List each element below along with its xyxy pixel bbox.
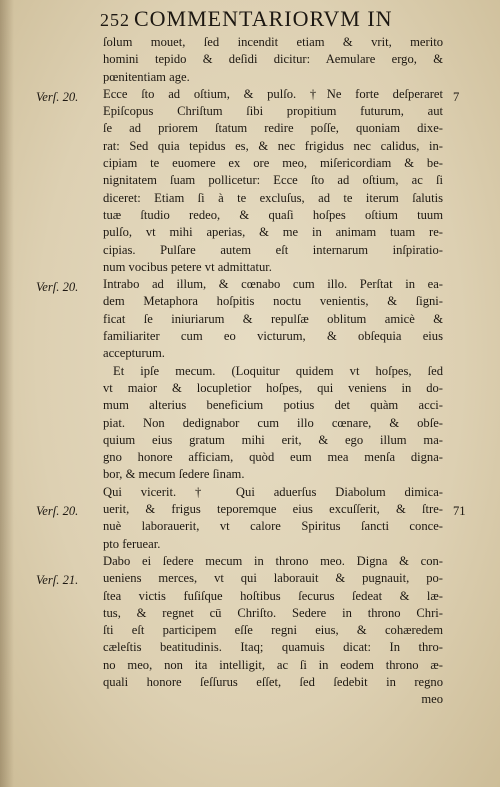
text-line: quium eius gratum mihi erit, & ego illum ma-	[103, 432, 443, 447]
page-number: 252	[100, 10, 130, 30]
text-line: cæleſtis beatitudinis. Itaq; quamuis dicat: In thro-	[103, 640, 443, 655]
verse-label: Verſ. 20.	[36, 504, 79, 518]
text-line: rat: Sed quia tepidus es, & nec frigidus nec calidus, in-	[103, 138, 443, 153]
text-line: nignitatem ſuam pollicetur: Ecce ſto ad oſtium, ac ſi	[103, 173, 443, 188]
verse-label: Verſ. 20.	[36, 280, 79, 294]
text-line: accepturum.	[103, 346, 165, 361]
verse-label: Verſ. 21.	[36, 573, 79, 587]
text-line: bor, & mecum ſedere ſinam.	[103, 467, 245, 482]
text-line: pto feruear.	[103, 536, 161, 551]
text-line: tus, & regnet cū Chriſto. Sedere in throno Chri-	[103, 605, 443, 620]
running-title: COMMENTARIORVM IN	[134, 6, 393, 31]
text-line: gno honore afficiam, quòd eum mea menſa digna-	[103, 450, 443, 465]
text-line: cipiam te euomere ex ore meo, miſericordiam & be-	[103, 156, 443, 171]
text-line: num vocibus petere vt admittatur.	[103, 259, 272, 274]
text-line: nuè laborauerit, vt calore Spiritus ſancti conce-	[103, 519, 443, 534]
text-line: piat. Non dedignabor cum illo cœnare, & obſe-	[103, 415, 443, 430]
text-line: dem Metaphora hoſpitis noctu venientis, & ſigni-	[103, 294, 443, 309]
text-line: diceret: Etiam ſi à te excluſus, ad te iterum ſalutis	[103, 190, 443, 205]
text-line: uerit, & frigus teporemque eius excuſſerit, & ſtre-	[103, 502, 443, 517]
text-line: Dabo ei ſedere mecum in throno meo. Digna & con-	[103, 553, 443, 568]
text-line: familiariter cum eo victurum, & obſequia eius	[103, 329, 443, 344]
text-line: quali honore ſeſſurus eſſet, ſed ſedebit in regno	[103, 674, 443, 689]
text-line: ueniens merces, vt qui laborauit & pugnauit, po-	[103, 571, 443, 586]
text-line: no meo, non ita intelligit, ac ſi in eodem throno æ-	[103, 657, 443, 672]
text-line: ficat ſe iniuriarum & repulſæ oblitum amicè &	[103, 311, 443, 326]
text-line: pulſo, vt mihi aperias, & me in animam tuam re-	[103, 225, 443, 240]
text-line: Epiſcopus Chriſtum ſibi propitium futurum, aut	[103, 104, 443, 119]
commentary-text	[103, 34, 443, 709]
running-header	[100, 6, 393, 32]
text-line: vt maior & locupletior hoſpes, qui veniens in do-	[103, 380, 443, 395]
margin-number: 71	[453, 504, 466, 518]
verse-label: Verſ. 20.	[36, 90, 79, 104]
text-line: ſti eſt participem eſſe regni eius, & cohæredem	[103, 623, 443, 638]
margin-number: 7	[453, 90, 460, 104]
text-line: Intrabo ad illum, & cœnabo cum illo. Perſtat in ea-	[103, 277, 443, 292]
text-line: homini tepido & deſidi dicitur: Aemulare ergo, &	[103, 52, 443, 67]
text-line: mum alterius beneficium potius det quàm acci-	[103, 398, 443, 413]
text-line: Ecce ſto ad oſtium, & pulſo. †Ne forte deſperaret	[103, 86, 443, 101]
text-line: ſe ad priorem ſtatum redire poſſe, quoniam dixe-	[103, 121, 443, 136]
text-line: Et ipſe mecum. (Loquitur quidem vt hoſpes, ſed	[113, 363, 443, 378]
text-line: tuæ ſtudio redeo, & quaſi hoſpes oſtium tuum	[103, 207, 443, 222]
text-line: pœnitentiam age.	[103, 69, 190, 84]
text-line: ſolum mouet, ſed incendit etiam & vrit, merito	[103, 35, 443, 49]
text-line: cipias. Pulſare autem eſt internarum inſpiratio-	[103, 242, 443, 257]
text-line: Qui vicerit. † Qui aduerſus Diabolum dimica-	[103, 484, 443, 499]
catchword: meo	[421, 692, 443, 707]
text-line: ſtea victis fuſiſque hoſtibus ſecurus ſedeat & læ-	[103, 588, 443, 603]
